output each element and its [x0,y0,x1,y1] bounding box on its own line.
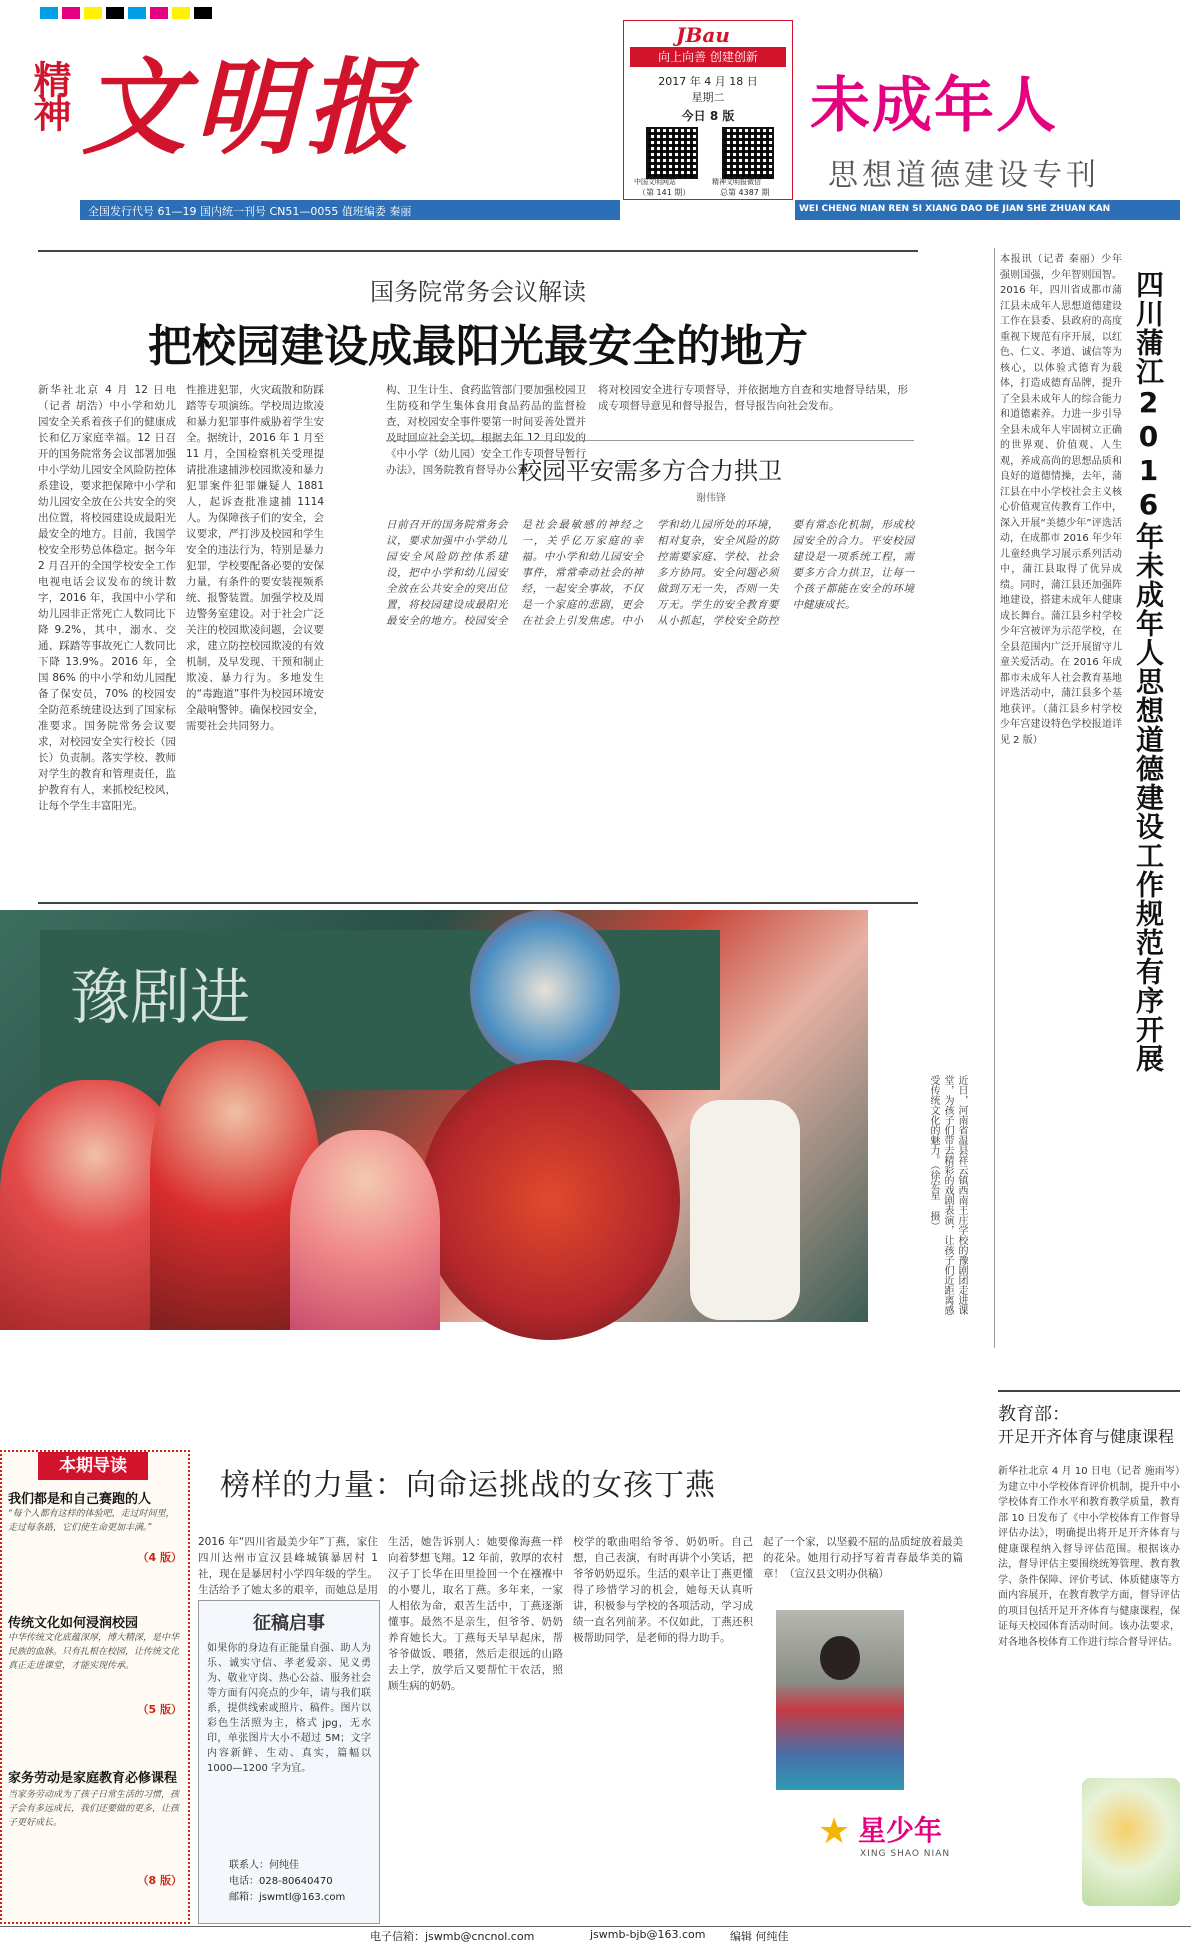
zhenggao-body: 如果你的身边有正能量自强、助人为乐、诚实守信、孝老爱亲、见义勇为、敬业守岗、热心公益、服务社会等方面有闪亮点的少年，请与我们联系，提供线索或照片、稿件。图片以彩色生活照为主，格式 jpg，无水印，单张图片大小不超过 5M；文字内容新鲜、生动、真实，篇幅以 1000—1200 字为宜。 [207,1643,371,1774]
daodu-title: 本期导读 [38,1452,148,1480]
daodu-item-title[interactable]: 家务劳动是家庭教育必修课程 [8,1771,178,1786]
slogan: 向上向善 创建创新 [630,47,786,67]
cartoon-illustration [1082,1778,1180,1906]
lead-col3: 构、卫生计生、食药监管部门要加强校园卫生防疫和学生集体食用食品药品的监督检查，对校园安全事件要第一时间妥善处置并及时回应社会关切。根据去年 12 月印发的《中小学（幼儿园）安全工作专项督导暂行办法》，国务院教育督导办公室 [386,384,586,476]
daodu-item-summary: 当家务劳动成为了孩子日常生活的习惯，孩子会有多远成长，我们还要做的更多，让孩子更好成长。 [8,1790,180,1828]
story [198,1460,988,1925]
commentary-author: 谢伟锋 [696,493,726,504]
masthead [10,20,1180,225]
badge-logo: JBau [676,23,730,47]
edu-brief [998,1390,1180,1922]
footer-email-2[interactable]: jswmb-bjb@163.com [590,1928,706,1941]
lead-headline: 把校园建设成最阳光最安全的地方 [148,321,808,372]
daodu-box [0,1450,190,1924]
commentary-body: 日前召开的国务院常务会议，要求加强中小学幼儿园安全风险防控体系建设，把中小学和幼儿园安全放在公共安全的突出位置，将校园建设成最阳光最安全的地方。校园安全是社会最敏感的神经之一，关乎亿万家庭的幸福。中小学和幼儿园安全事件，常常牵动社会的神经，一起安全事故，不仅是一个家庭的悲剧，更会在社会上引发焦虑。中小学和幼儿园所处的环境，相对复杂，安全风险的防控需要家庭、学校、社会多方协同。安全问题必须做到万无一失，否则一失万无。学生的安全教育要从小抓起，学校安全防控要有常态化机制，形成校园安全的合力。平安校园建设是一项系统工程，需要多方合力拱卫，让每一个孩子都能在安全的环境中健康成长。 [386,519,914,627]
white-sleeves [690,1100,800,1320]
right-feature-body: 本报讯（记者 秦丽）少年强则国强，少年智则国智。2016 年，四川省成都市蒲江县未成年人思想道德建设工作在县委、县政府的高度重视下规范有序开展，以红色、仁义、孝道、诚信等为核心，以体验式德育为载体，打造成德育品牌，提升了全县未成年人的综合能力和道德素养。力进一步引导全县未成年人牢固树立正确的世界观、价值观、人生观，养成高尚的思想品质和良好的道德情操，去年，蒲江县在中小学校社会主义核心价值观宣传教育工作中，深入开展“美德少年”评选活动，在成都市 2016 年少年儿童经典学习展示系列活动中，蒲江县取得了优异成绩。同时，蒲江县还加强阵地建设，搭建未成年人健康成长舞台。蒲江县乡村学校少年宫被评为示范学校，在全县范围内广泛开展留守儿童关爱活动。在 2016 年成都市未成年人社会教育基地评选活动中，蒲江县多个基地获评。（蒲江县乡村学校少年宫建设特色学校报道详见 2 版） [1000,254,1122,746]
zhenggao-phone: 电话：028-80640470 [229,1876,333,1887]
pinyin-text: WEI CHENG NIAN REN SI XIANG DAO DE JIAN SHE ZHUAN KAN [799,204,1111,214]
weekday: 星期二 [691,91,725,104]
daodu-item-summary: 中华传统文化底蕴深厚，博大精深，是中华民族的血脉。只有扎根在校园，让传统文化真正走进课堂，才能实现传承。 [8,1633,180,1671]
photo-caption: 近日，河南省温县祥云镇西南王庄学校的豫剧团走进课堂，为孩子们带去精彩的戏剧表演，让孩子们近距离感受传统文化的魅力。（徐宏星 摄） [928,1075,967,1315]
performer-headdress [470,910,620,1070]
qr-code-wechat [722,127,774,179]
story-col1: 2016 年“四川省最美少年”丁燕，家住四川达州市宣汉县峰城镇暴居村 1 社，现在是暴居村小学四年级的学生。生活给予了她太多的艰辛，而她总是用 [198,1536,378,1596]
edu-body: 新华社北京 4 月 10 日电（记者 施雨岑）为建立中小学校体育评价机制，提升中小学校体育工作水平和教育教学质量，教育部 10 日发布了《中小学校体育工作督导评估办法》，明确提出将开足开齐体育与健康课程纳入督导评估范围。根据该办法，督导评估主要围绕统筹管理、教育教学、条件保障、评价考试、体质健康等方面内容展开，在教育教学方面，督导评估的项目包括开足开齐体育与健康课程，保证每天校园体育活动时间。该办法要求，对各地各校体育工作进行综合督导评估。 [998,1466,1180,1648]
student-front [290,1130,440,1330]
commentary-box [386,440,914,899]
qr2-label: 精神文明报微信 [712,178,761,186]
portrait-head [820,1636,860,1680]
daodu-item [8,1612,182,1717]
zhenggao-email[interactable]: 邮箱：jswmtl@163.com [229,1892,346,1903]
right-divider [994,248,995,1348]
opera-classroom-photo [0,910,868,1322]
lead-article [38,250,918,904]
meta-bar [80,200,620,220]
lead-kicker: 国务院常务会议解读 [370,278,586,306]
lead-col2: 性推进犯罪，火灾疏散和防踩踏等专项演练。学校周边欺凌和暴力犯罪事件威胁着学生安全。据统计，2016 年 1 月至 11 月，全国检察机关受理提请批准逮捕涉校园欺凌和暴力犯罪案件犯罪嫌疑人 1881 人，起诉查批准逮捕 1114 人。为保障孩子们的安全，会议要求，严打涉及校园和学生安全的违法行为，特别是暴力犯罪，学校要配备必要的安保力量，有条件的要安装视频系统、报警装置。加强学校及周边警务室建设。对于社会广泛关注的校园欺凌问题，会议要求，建立防控校园欺凌的有效机制，及早发现、干预和制止欺凌、暴力行为。多地发生的“毒跑道”事件为校园环境安全敲响警钟。确保校园安全，需要社会共同努力。 [186,384,324,732]
meta-bar-text: 全国发行代号 61—19 国内统一刊号 CN51—0055 值班编委 秦丽 [88,205,412,218]
footer-email-1[interactable]: 电子信箱：jswmb@cncnol.com [370,1930,535,1943]
xingshaonian-pinyin: XING SHAO NIAN [860,1849,951,1859]
story-col3: 校学的歌曲唱给爷爷、奶奶听。自己想，自己表演，有时再讲个小笑话，把爷爷奶奶逗乐。生活的艰辛让丁燕更懂得了珍惜学习的机会，她每天认真听讲，积极参与学校的各项活动，学习成绩一直名列前茅。不仅如此，丁燕还积极帮助同学，是老师的得力助手。 [573,1536,753,1644]
performer-costume [420,1060,680,1340]
newspaper-logo: 文明报 [82,46,419,169]
story-portrait-photo [776,1610,904,1790]
star-icon: ★ [818,1811,851,1852]
issue-number: （第 141 期） [638,188,691,197]
daodu-item-page: （4 版） [137,1551,182,1564]
story-headline: 榜样的力量：向命运挑战的女孩丁燕 [220,1468,716,1503]
lead-col1: 新华社北京 4 月 12 日电（记者 胡浩）中小学和幼儿园安全关系着孩子们的健康成长和亿万家庭幸福。12 日召开的国务院常务会议部署加强中小学幼儿园安全风险防控体系建设，要求把保障中小学和幼儿园安全放在公共安全的突出位置，将校园建设成最阳光最安全的地方。目前，我国学校安全形势总体稳定。据今年 2 月召开的全国学校安全工作电视电话会议发布的统计数字，2016 年，我国中小学和幼儿园非正常死亡人数同比下降 9.2%，其中，溺水、交通、踩踏等事故死亡人数同比下降 13.9%。2016 年，全国 86% 的中小学和幼儿园配备了保安员，70% 的校园安全防范系统建设达到了国家标准要求。国务院常务会议要求，对校园安全实行校长（园长）负责制。落实学校、教师对学生的教育和管理责任，监护教育有人，来抓校纪校风，让每个学生丰富阳光。 [38,384,176,812]
pinyin-bar [795,200,1180,220]
section-subtitle: 思想道德建设专刊 [828,158,1100,193]
logo-small: 精神 [27,60,72,128]
qr-code-website [646,127,698,179]
daodu-item-summary: “每个人都有这样的体验吧，走过时间里，走过每条路，它们使生命更加丰满。” [8,1509,175,1533]
zhenggao-title: 征稿启事 [253,1613,325,1634]
daodu-item-title[interactable]: 我们都是和自己赛跑的人 [8,1492,152,1507]
xingshaonian-label: 星少年 [858,1814,943,1847]
daodu-item [8,1488,182,1565]
blackboard-writing: 豫剧进 [70,963,250,1033]
daodu-item [8,1770,182,1888]
qr1-label: 中国文明网站 [634,178,676,186]
story-col2: 生活，她告诉别人：她要像海燕一样向着梦想飞翔。12 年前，敦厚的农村汉子丁长华在田里捡回一个在襁褓中的小婴儿，取名丁燕。多年来，一家人相依为命，艰苦生活中，丁燕逐渐懂事。最然不是亲生，但爷爷、奶奶养育她长大。丁燕每天早早起床，帮爷爷做饭、喂猪，然后走很远的山路去上学，放学后又要帮忙干农活，照顾生病的奶奶。 [388,1536,563,1692]
zhenggao-contact: 联系人：何纯佳 [229,1860,299,1871]
issue-date: 2017 年 4 月 18 日 [658,75,758,88]
lead-col4: 将对校园安全进行专项督导，并依据地方自查和实地督导结果，形成专项督导意见和督导报告，督导报告向社会发布。 [598,384,908,412]
daodu-item-page: （5 版） [137,1703,182,1716]
daodu-item-title[interactable]: 传统文化如何浸润校园 [8,1616,139,1631]
footer [0,1926,1191,1944]
footer-editor: 编辑 何纯佳 [730,1930,789,1943]
zhenggao-box [198,1600,380,1924]
section-title: 未成年人 [810,71,1058,141]
page-count: 今日 8 版 [681,109,735,123]
date-badge [623,20,793,200]
right-feature-headline: 四川蒲江2016年未成年人思想道德建设工作规范有序开展 [1132,270,1165,1073]
xingshaonian-logo [818,1805,978,1875]
edu-headline-1: 教育部： [998,1404,1070,1425]
daodu-item-page: （8 版） [137,1874,182,1887]
total-issue: 总第 4387 期 [720,188,770,197]
edu-headline-2: 开足开齐体育与健康课程 [998,1427,1175,1446]
commentary-headline: 校园平安需多方合力拱卫 [518,457,782,485]
story-col4: 起了一个家，以坚毅不屈的品质绽放着最美的花朵。她用行动抒写着青春最华美的篇章！（宣汉县文明办供稿） [763,1536,963,1580]
